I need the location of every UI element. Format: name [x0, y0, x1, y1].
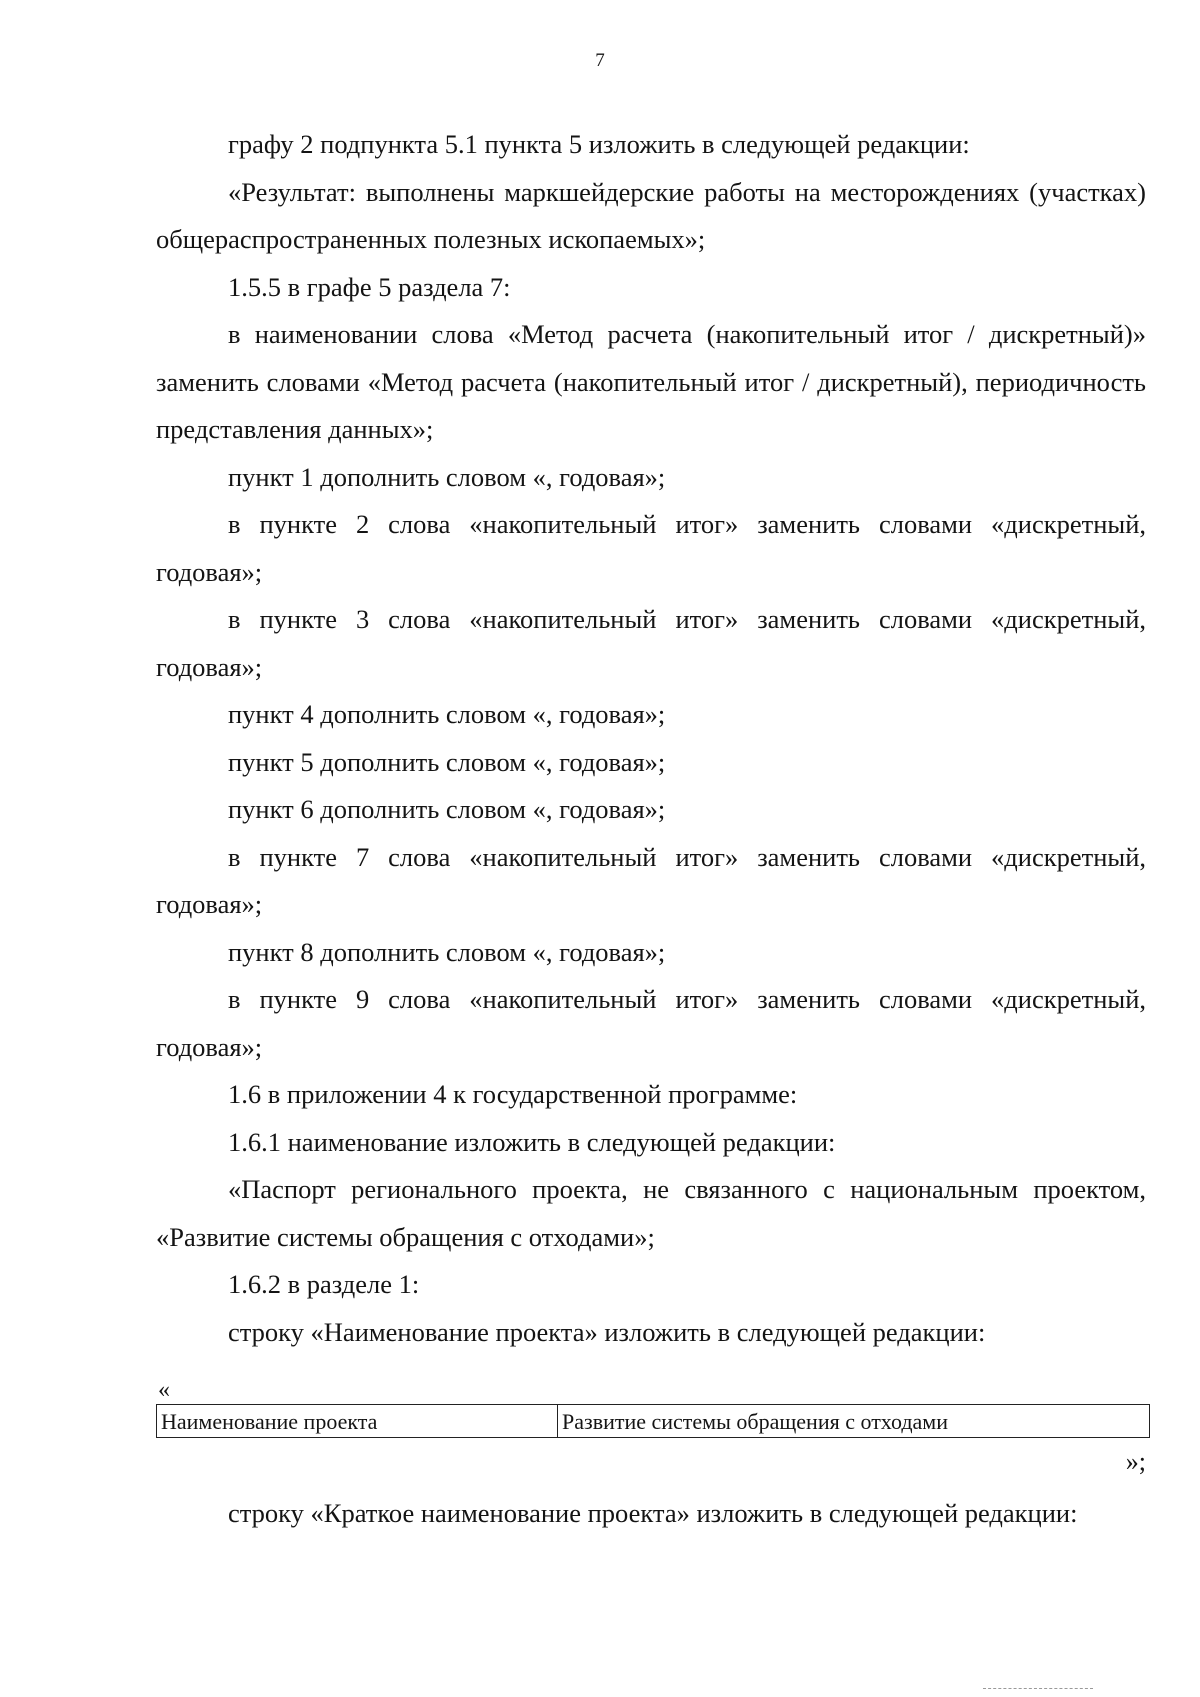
paragraph: в пункте 2 слова «накопительный итог» заменить словами «дискретный, годовая»;	[156, 509, 1146, 587]
paragraph: строку «Наименование проекта» изложить в следующей редакции:	[228, 1316, 986, 1347]
table-close-quote: »;	[1125, 1447, 1146, 1476]
table-row	[157, 1405, 1150, 1438]
project-name-table	[156, 1404, 1150, 1438]
final-paragraph: строку «Краткое наименование проекта» изложить в следующей редакции:	[228, 1498, 1078, 1528]
paragraph: в пункте 9 слова «накопительный итог» заменить словами «дискретный, годовая»;	[156, 984, 1146, 1062]
document-body	[156, 121, 1146, 1538]
paragraph: «Результат: выполнены маркшейдерские работы на месторождениях (участках) общераспространенных полезных ископаемых»;	[156, 176, 1146, 254]
table-open-quote: «	[158, 1377, 170, 1403]
paragraph: 1.6 в приложении 4 к государственной программе:	[228, 1079, 798, 1109]
table-cell-label: Наименование проекта	[157, 1405, 558, 1438]
paragraph: в пункте 7 слова «накопительный итог» заменить словами «дискретный, годовая»;	[156, 841, 1146, 919]
paragraph: графу 2 подпункта 5.1 пункта 5 изложить в следующей редакции:	[228, 129, 970, 159]
table-cell-value: Развитие системы обращения с отходами	[558, 1405, 1150, 1438]
paragraph: пункт 5 дополнить словом «, годовая»;	[228, 746, 666, 777]
paragraph: «Паспорт регионального проекта, не связанного с национальным проектом, «Развитие системы обращения с отходами»;	[156, 1174, 1146, 1252]
paragraph: 1.6.2 в разделе 1:	[228, 1269, 420, 1299]
paragraph-list	[156, 121, 1146, 1356]
paragraph: пункт 6 дополнить словом «, годовая»;	[228, 794, 666, 824]
paragraph: пункт 4 дополнить словом «, годовая»;	[228, 699, 666, 729]
paragraph: пункт 8 дополнить словом «, годовая»;	[228, 936, 666, 967]
paragraph: в пункте 3 слова «накопительный итог» заменить словами «дискретный, годовая»;	[156, 604, 1146, 682]
paragraph: в наименовании слова «Метод расчета (накопительный итог / дискретный)» заменить словами «Метод расчета (накопительный итог / дискретный), периодичность представления данных»;	[156, 319, 1146, 444]
page-number: 7	[595, 50, 605, 71]
paragraph: 1.6.1 наименование изложить в следующей редакции:	[228, 1126, 836, 1157]
scan-artifact	[983, 1688, 1093, 1691]
paragraph: 1.5.5 в графе 5 раздела 7:	[228, 271, 511, 302]
paragraph: пункт 1 дополнить словом «, годовая»;	[228, 461, 666, 492]
